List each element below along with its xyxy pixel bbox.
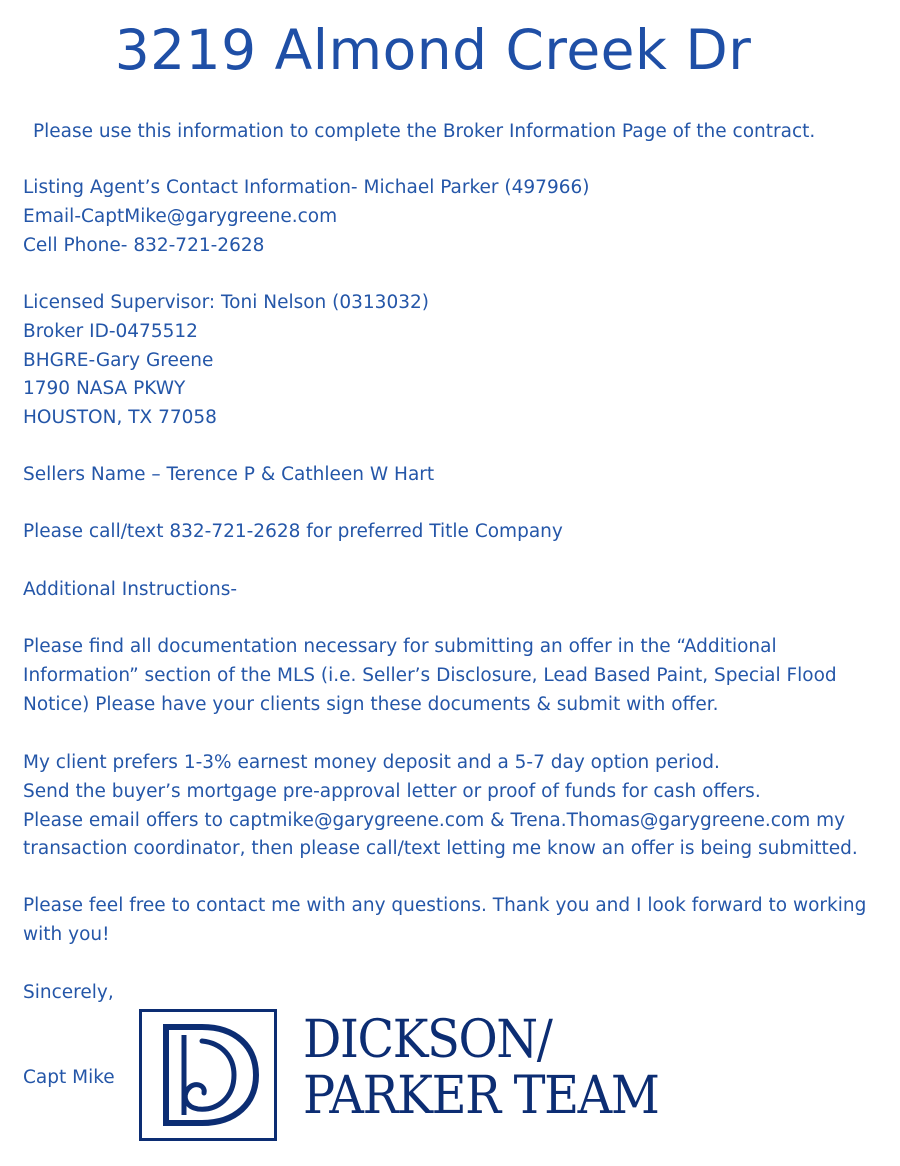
signature-name: Capt Mike bbox=[23, 1067, 115, 1088]
sincerely-text: Sincerely, bbox=[23, 982, 114, 1003]
sellers-name: Sellers Name – Terence P & Cathleen W Hart bbox=[23, 464, 435, 485]
brokerage-name: BHGRE-Gary Greene bbox=[23, 349, 214, 371]
email-offers-line: Please email offers to captmike@garygreene.com & Trena.Thomas@garygreene.com my bbox=[23, 809, 846, 831]
supervisor-block bbox=[23, 289, 429, 433]
brokerage-street: 1790 NASA PKWY bbox=[23, 378, 186, 400]
preapproval-line: Send the buyer’s mortgage pre-approval letter or proof of funds for cash offers. bbox=[23, 780, 761, 802]
monogram-d-icon bbox=[152, 1021, 264, 1129]
broker-id: Broker ID-0475512 bbox=[23, 320, 198, 342]
listing-agent-phone: Cell Phone- 832-721-2628 bbox=[23, 234, 265, 256]
listing-agent-block bbox=[23, 174, 589, 260]
title-company-note: Please call/text 832-721-2628 for preferred Title Company bbox=[23, 521, 563, 542]
team-logo-text bbox=[303, 1012, 658, 1124]
logo-line-2: PARKER TEAM bbox=[303, 1066, 659, 1126]
coordinator-line: transaction coordinator, then please call/text letting me know an offer is being submitted. bbox=[23, 838, 858, 860]
listing-agent-line: Listing Agent’s Contact Information- Michael Parker (497966) bbox=[23, 177, 590, 198]
logo-monogram bbox=[139, 1009, 277, 1141]
documentation-paragraph: Please find all documentation necessary for submitting an offer in the “Additional Information” section of the MLS (i.e. Seller’s Disclosure, Lead Based Paint, Special Flood Notice) Please have your clients sign these documents & submit with offer. bbox=[23, 636, 837, 715]
page-title: 3219 Almond Creek Dr bbox=[114, 18, 752, 82]
preferences-block bbox=[23, 749, 858, 864]
supervisor-name: Licensed Supervisor: Toni Nelson (0313032) bbox=[23, 292, 429, 313]
logo-line-1: DICKSON/ bbox=[303, 1010, 552, 1070]
closing-paragraph: Please feel free to contact me with any questions. Thank you and I look forward to working with you! bbox=[23, 895, 867, 945]
additional-instructions-heading: Additional Instructions- bbox=[23, 579, 238, 600]
listing-agent-email: Email-CaptMike@garygreene.com bbox=[23, 205, 338, 227]
earnest-money-line: My client prefers 1-3% earnest money deposit and a 5-7 day option period. bbox=[23, 752, 720, 773]
intro-text: Please use this information to complete the Broker Information Page of the contract. bbox=[33, 121, 816, 142]
brokerage-city: HOUSTON, TX 77058 bbox=[23, 407, 217, 429]
